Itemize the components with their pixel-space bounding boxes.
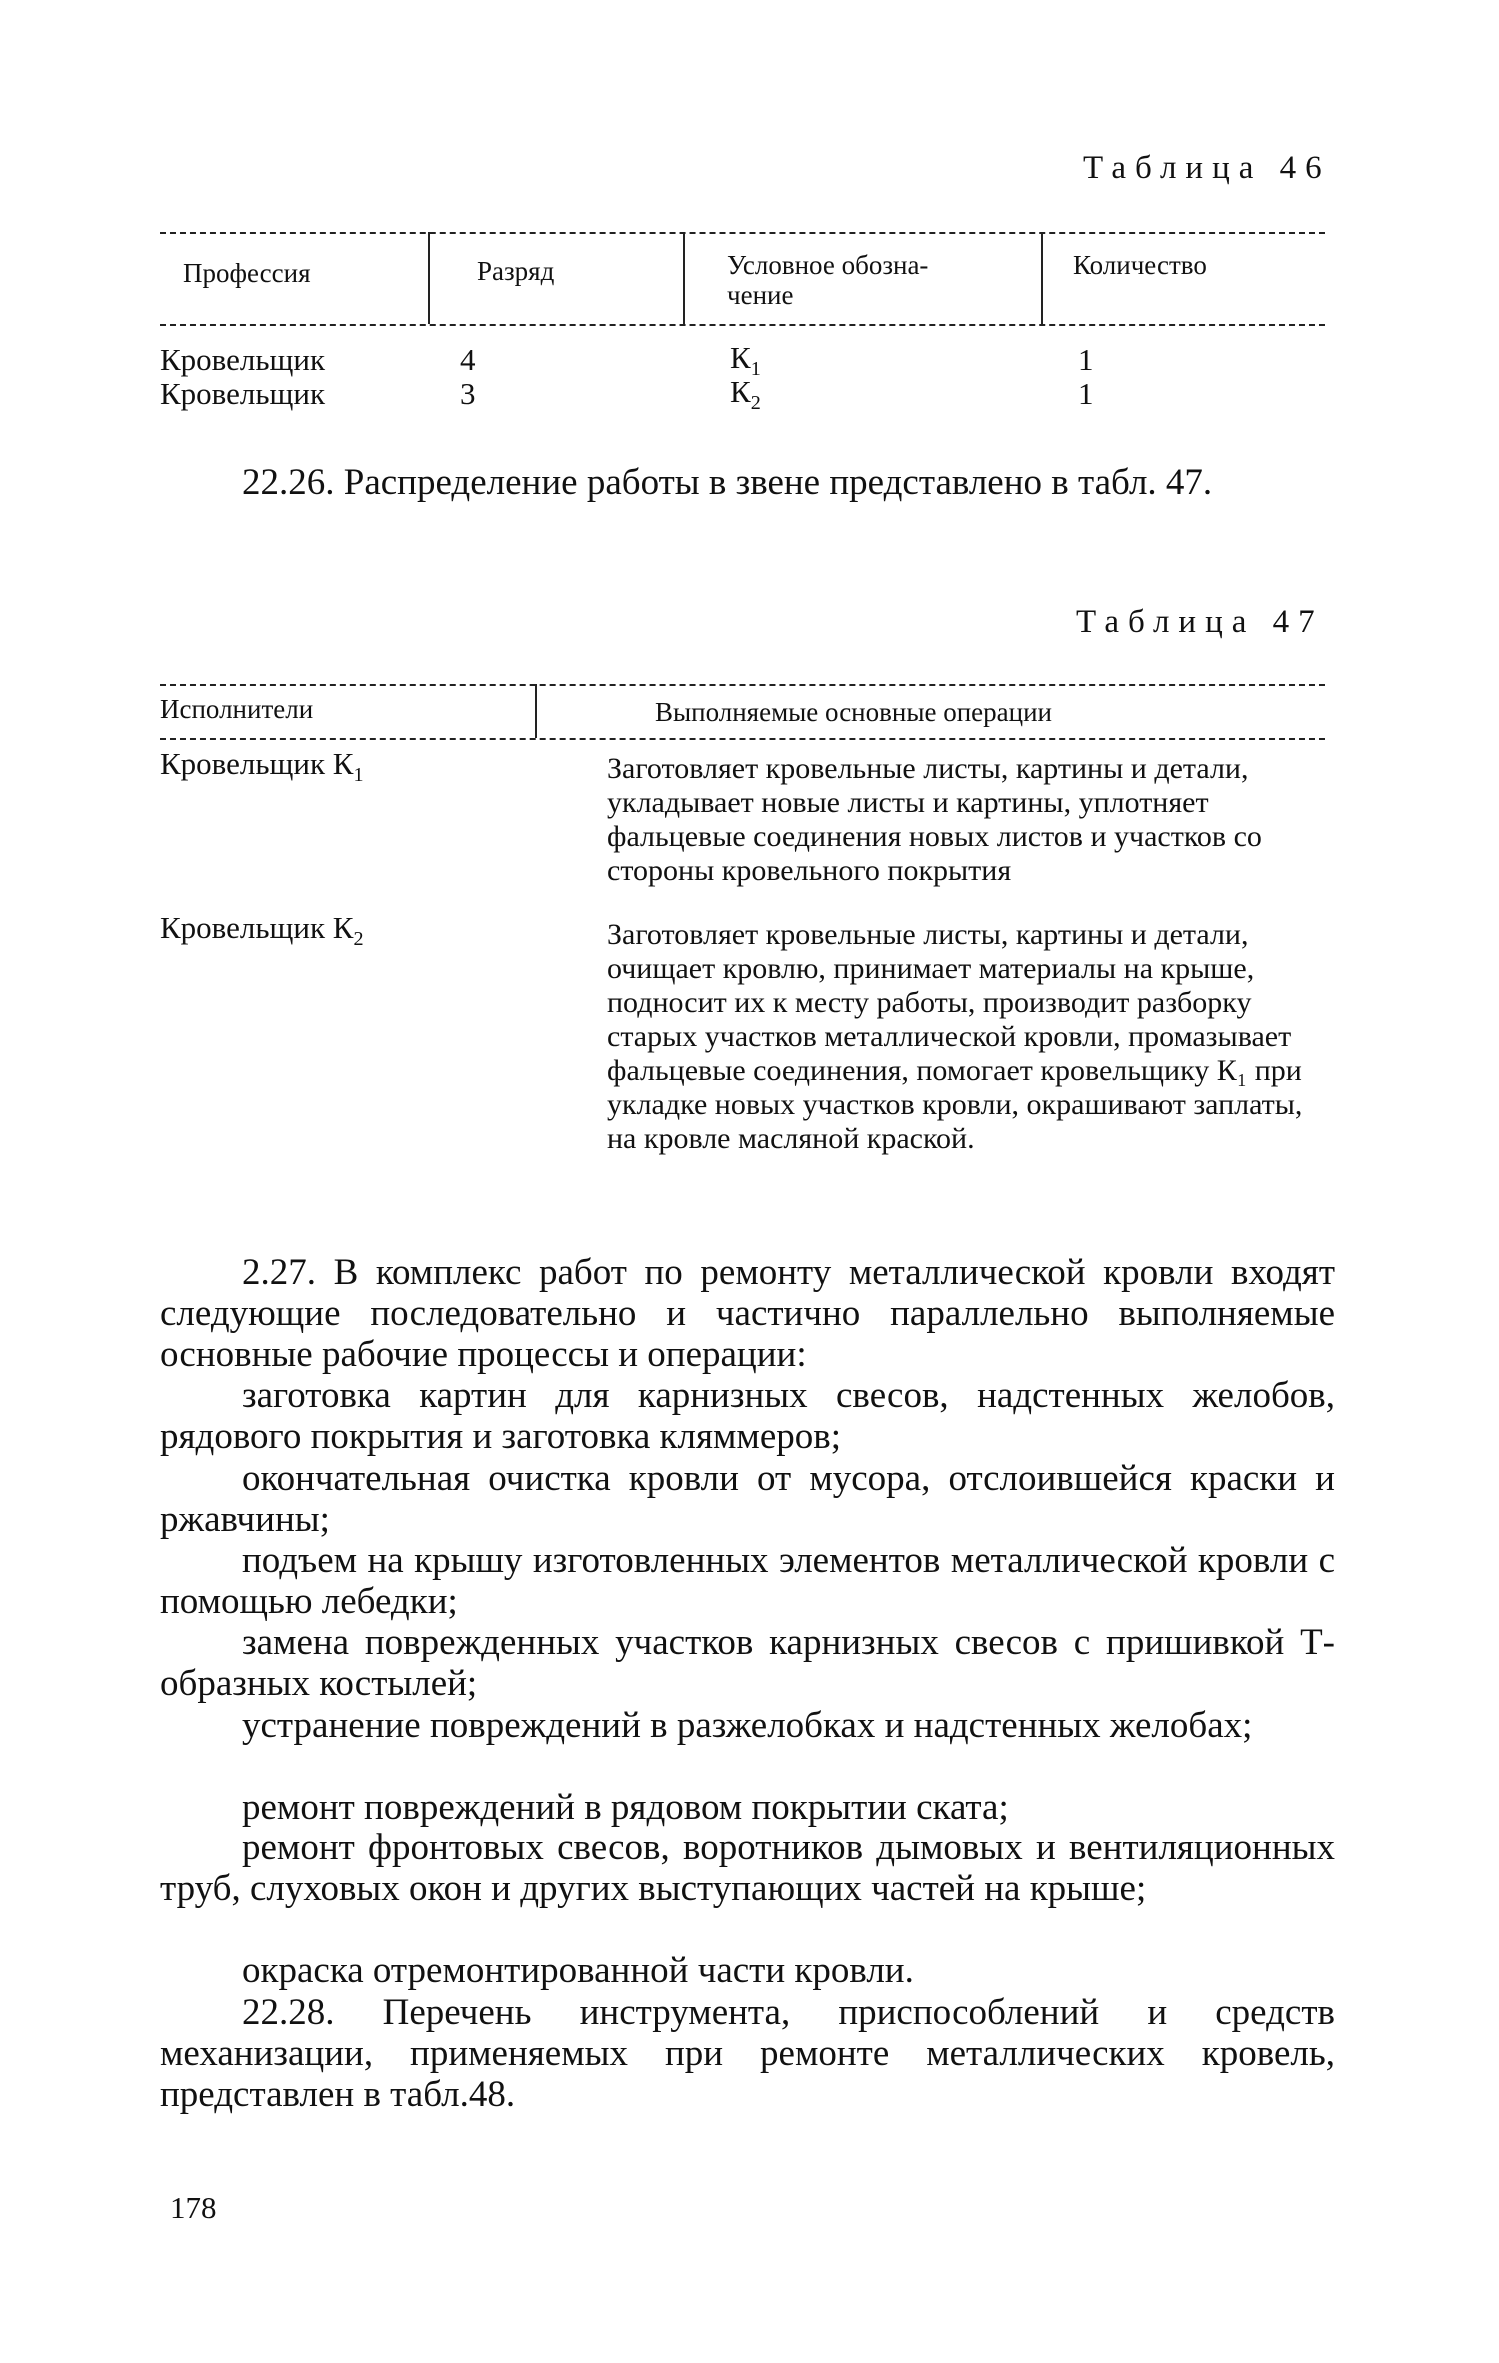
table-46-row-2-profession: Кровельщик <box>160 376 326 411</box>
paragraph-22-28: 22.28. Перечень инструмента, приспособлений и средств механизации, применяемых при ремонте металлических кровель, представлен в табл.48. <box>160 1992 1335 2115</box>
list-item: подъем на крышу изготовленных элементов металлической кровли с помощью лебедки; <box>160 1540 1335 1622</box>
table-46-row-1-count: 1 <box>1078 342 1094 377</box>
table-47-top-rule <box>160 684 1325 686</box>
paragraph-22-26: 22.26. Распределение работы в звене представлено в табл. 47. <box>242 462 1213 503</box>
list-item: ремонт повреждений в рядовом покрытии ската; <box>242 1787 1009 1828</box>
table-46-header-symbol: Условное обозна- чение <box>727 250 929 310</box>
table-46-header-rule <box>160 324 1325 326</box>
page-number: 178 <box>170 2190 217 2225</box>
table-47-divider <box>535 684 537 738</box>
table-46-row-1-symbol: $К_1$ <box>730 340 761 381</box>
table-46-row-2-symbol: $К_2$ <box>730 374 761 415</box>
table-46-divider-1 <box>428 232 430 324</box>
table-47-header-rule <box>160 738 1325 740</box>
table-46-caption: Таблица 46 <box>1083 150 1331 186</box>
list-item: заготовка картин для карнизных свесов, надстенных желобов, рядового покрытия и заготовка кляммеров; <box>160 1375 1335 1457</box>
table-47-row-1-performer: Кровельщик $К_1$ <box>160 746 364 787</box>
list-item: окончательная очистка кровли от мусора, отслоившейся краски и ржавчины; <box>160 1458 1335 1540</box>
table-46-divider-2 <box>683 232 685 324</box>
table-46-row-1-grade: 4 <box>460 342 476 377</box>
table-46-top-rule <box>160 232 1325 234</box>
table-46-row-2-grade: 3 <box>460 376 476 411</box>
table-47-caption: Таблица 47 <box>1076 604 1324 640</box>
table-46-header-profession: Профессия <box>183 258 311 288</box>
list-item: устранение повреждений в разжелобках и надстенных желобах; <box>242 1705 1253 1746</box>
table-46-row-2-count: 1 <box>1078 376 1094 411</box>
paragraph-2-27: 2.27. В комплекс работ по ремонту металлической кровли входят следующие последовательно и частично параллельно выполняемые основные рабочие процессы и операции: <box>160 1252 1335 1375</box>
list-item: замена поврежденных участков карнизных свесов с пришивкой Т-образных костылей; <box>160 1622 1335 1704</box>
list-item: окраска отремонтированной части кровли. <box>242 1950 914 1991</box>
table-47-header-performers: Исполнители <box>160 694 314 724</box>
table-47-row-2-operations: Заготовляет кровельные листы, картины и детали, очищает кровлю, принимает материалы на крыше, подносит их к месту работы, производит разборку старых участков металлической кровли, промазывает фальцевые соединения, помогает кровельщику К₁ при укладке новых участков кровли, окрашивают заплаты, на кровле масляной краской. <box>607 918 1303 1155</box>
table-46-header-count: Количество <box>1073 250 1207 280</box>
list-item: ремонт фронтовых свесов, воротников дымовых и вентиляционных труб, слуховых окон и других выступающих частей на крыше; <box>160 1827 1335 1909</box>
table-47-row-1-operations: Заготовляет кровельные листы, картины и детали, укладывает новые листы и картины, уплотняет фальцевые соединения новых листов и участков со стороны кровельного покрытия <box>607 752 1262 887</box>
table-46-divider-3 <box>1041 232 1043 324</box>
table-47-header-operations: Выполняемые основные операции <box>655 697 1052 727</box>
table-46-header-grade: Разряд <box>477 256 555 286</box>
table-47-row-2-performer: Кровельщик $К_2$ <box>160 910 364 951</box>
table-46-row-1-profession: Кровельщик <box>160 342 326 377</box>
